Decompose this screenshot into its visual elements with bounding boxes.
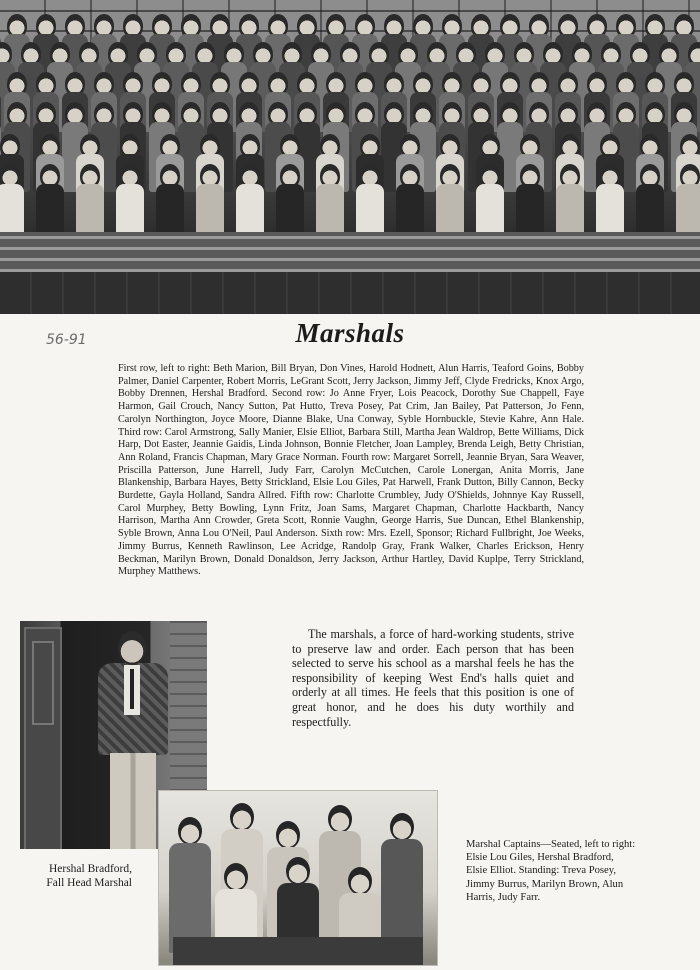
- portrait-caption-name: Hershal Bradford,: [48, 863, 132, 875]
- captains-photo-caption: Marshal Captains—Seated, left to right: Elsie Lou Giles, Hershal Bradford, Elsie Elliot. Standing: Treva Posey, Jimmy Burrus, Marilyn Brown, Alun Harris, Judy Farr.: [466, 839, 636, 903]
- page-title: Marshals: [295, 318, 405, 348]
- head: [118, 631, 146, 665]
- gym-floor: [0, 272, 700, 314]
- table: [173, 937, 423, 965]
- tie: [130, 669, 134, 709]
- group-photo: [0, 0, 700, 314]
- group-photo-caption: First row, left to right: Beth Marion, Bill Bryan, Don Vines, Harold Hodnett, Alun Harris, Teaford Goins, Bobby Palmer, Daniel Carpenter, Robert Morris, LeGrant Scott, Jerry Jackson, Jimmy Jeff, Clyde Fredricks, Knox Argo, Bobby Drennen, Hershal Bradford. Second row: Jo Anne Fryer, Lois Peacock, Dorothy Sue Chappell, Faye Harmon, Gail Crouch, Nancy Sutton, Pat Hutto, Treva Posey, Pat Crim, Jan Bailey, Pat Patterson, Jo Fenn, Carolyn Northington, Joyce Moore, Dianne Blake, Una Conway, Syble Hornbuckle, Stevie Kahre, Ann Hale. Third row: Carol Armstrong, Sally Manier, Elsie Elliot, Barbara Still, Martha Jean Waldrop, Bette Williams, Dick Harp, Dot Easter, Jeannie Gaidis, Linda Johnson, Bonnie Fletcher, Joan Lampley, Brenda Leigh, Betty Christian, Ann Roland, Francis Chapman, Mary Grace Norman. Fourth row: Margaret Sorrell, Jeannie Bryan, Sara Weaver, Priscilla Patterson, June Harrell, Judy Farr, Carolyn McCutchen, Carole Lonergan, Anita Morris, Jane Blankenship, Barbara Hayes, Betty Strickland, Elsie Lou Giles, Pat Harwell, Frank Dutton, Billy Cannon, Becky Burdette, Gayla Holland, Sandra Allred. Fifth row: Charlotte Crumbley, Judy O'Shields, Johnnye Kay Russell, Carol Murphey, Betty Bowling, Lynn Fritz, Joan Sams, Margaret Chapman, Charlotte Hackbarth, Nancy Harrison, Martha Ann Crowder, Greta Scott, Ronnie Vaughn, George Harris, Sue Duncan, Ethel Blankenship, Syble Brown, Anna Lou O'Neil, Paul Anderson. Sixth row: Mrs. Ezell, Sponsor; Richard Fullbright, Joe Weeks, Jimmy Burrus, Kenneth Rawlinson, Lee Acridge, Randolp Gray, Frank Walker, Charles Erickson, Henry Beckman, Marilyn Brown, Donald Donaldson, Jerry Jackson, Arthur Hartley, David Kuplpe, Terry Strickland, Murphey Matthews.: [118, 363, 584, 578]
- marshals-description: The marshals, a force of hard-working students, strive to preserve law and order. Each person that has been selected to serve his school as a marshal feels he has the responsibility of keeping West End's halls quiet and orderly at all times. He feels that this position is one of great honor, and he does his duty worthily and respectfully.: [292, 627, 574, 729]
- handwritten-page-note: 56-91: [46, 332, 87, 348]
- captain-standing: [169, 817, 211, 953]
- bleachers: [0, 232, 700, 272]
- trousers: [110, 753, 156, 849]
- portrait-caption-title: Fall Head Marshal: [46, 877, 132, 889]
- portrait-caption: [22, 862, 132, 890]
- captains-photo: [158, 790, 438, 966]
- door: [24, 627, 62, 849]
